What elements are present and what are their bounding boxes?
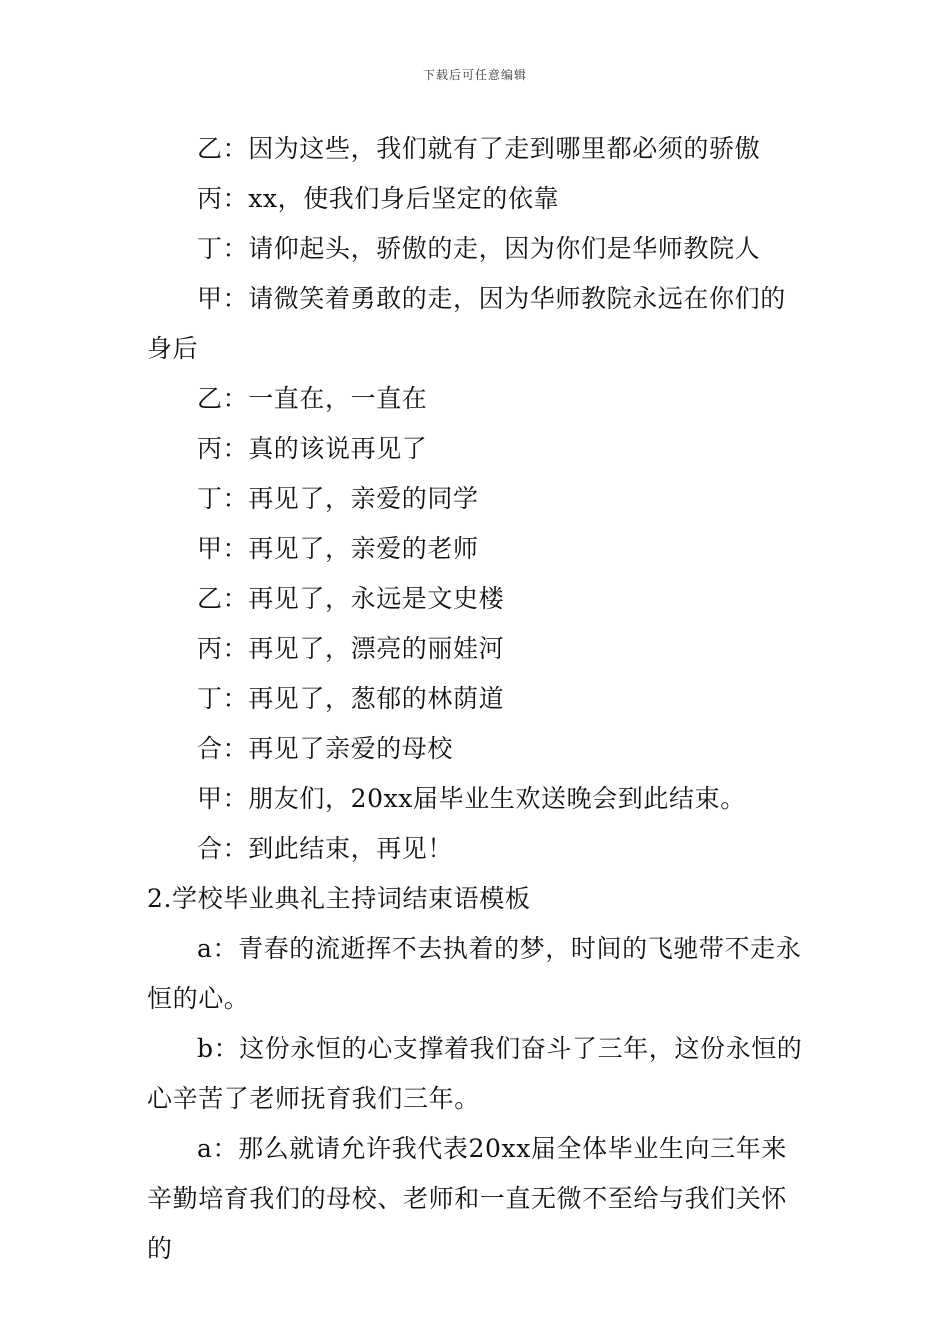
dialogue-line: 乙：因为这些，我们就有了走到哪里都必须的骄傲 [197, 134, 761, 163]
dialogue-line: 丁：再见了，亲爱的同学 [197, 484, 479, 513]
dialogue-line: 丙：再见了，漂亮的丽娃河 [197, 634, 505, 663]
dialogue-line: 乙：再见了，永远是文史楼 [197, 584, 505, 613]
dialogue-line: 乙：一直在，一直在 [197, 384, 428, 413]
document-body [147, 124, 807, 1274]
dialogue-line: a：青春的流逝挥不去执着的梦，时间的飞驰带不走永恒的心。 [147, 934, 802, 1013]
dialogue-line: 甲：请微笑着勇敢的走，因为华师教院永远在你们的身后 [147, 284, 786, 363]
dialogue-line: b：这份永恒的心支撑着我们奋斗了三年，这份永恒的心辛苦了老师抚育我们三年。 [147, 1034, 803, 1113]
dialogue-line: 丙：真的该说再见了 [197, 434, 428, 463]
dialogue-line: 甲：再见了，亲爱的老师 [197, 534, 479, 563]
dialogue-line: 丙：xx，使我们身后坚定的依靠 [197, 184, 560, 213]
section-heading: 2.学校毕业典礼主持词结束语模板 [147, 884, 531, 913]
dialogue-line: 合：再见了亲爱的母校 [197, 734, 454, 763]
dialogue-line: a：那么就请允许我代表20xx届全体毕业生向三年来辛勤培育我们的母校、老师和一直无微不至给与我们关怀的 [147, 1134, 788, 1263]
dialogue-line: 丁：再见了，葱郁的林荫道 [197, 684, 505, 713]
dialogue-line: 丁：请仰起头，骄傲的走，因为你们是华师教院人 [197, 234, 761, 263]
dialogue-line: 合：到此结束，再见！ [197, 834, 454, 863]
dialogue-line: 甲：朋友们，20xx届毕业生欢送晚会到此结束。 [197, 784, 746, 813]
page-header: 下载后可任意编辑 [422, 68, 527, 82]
